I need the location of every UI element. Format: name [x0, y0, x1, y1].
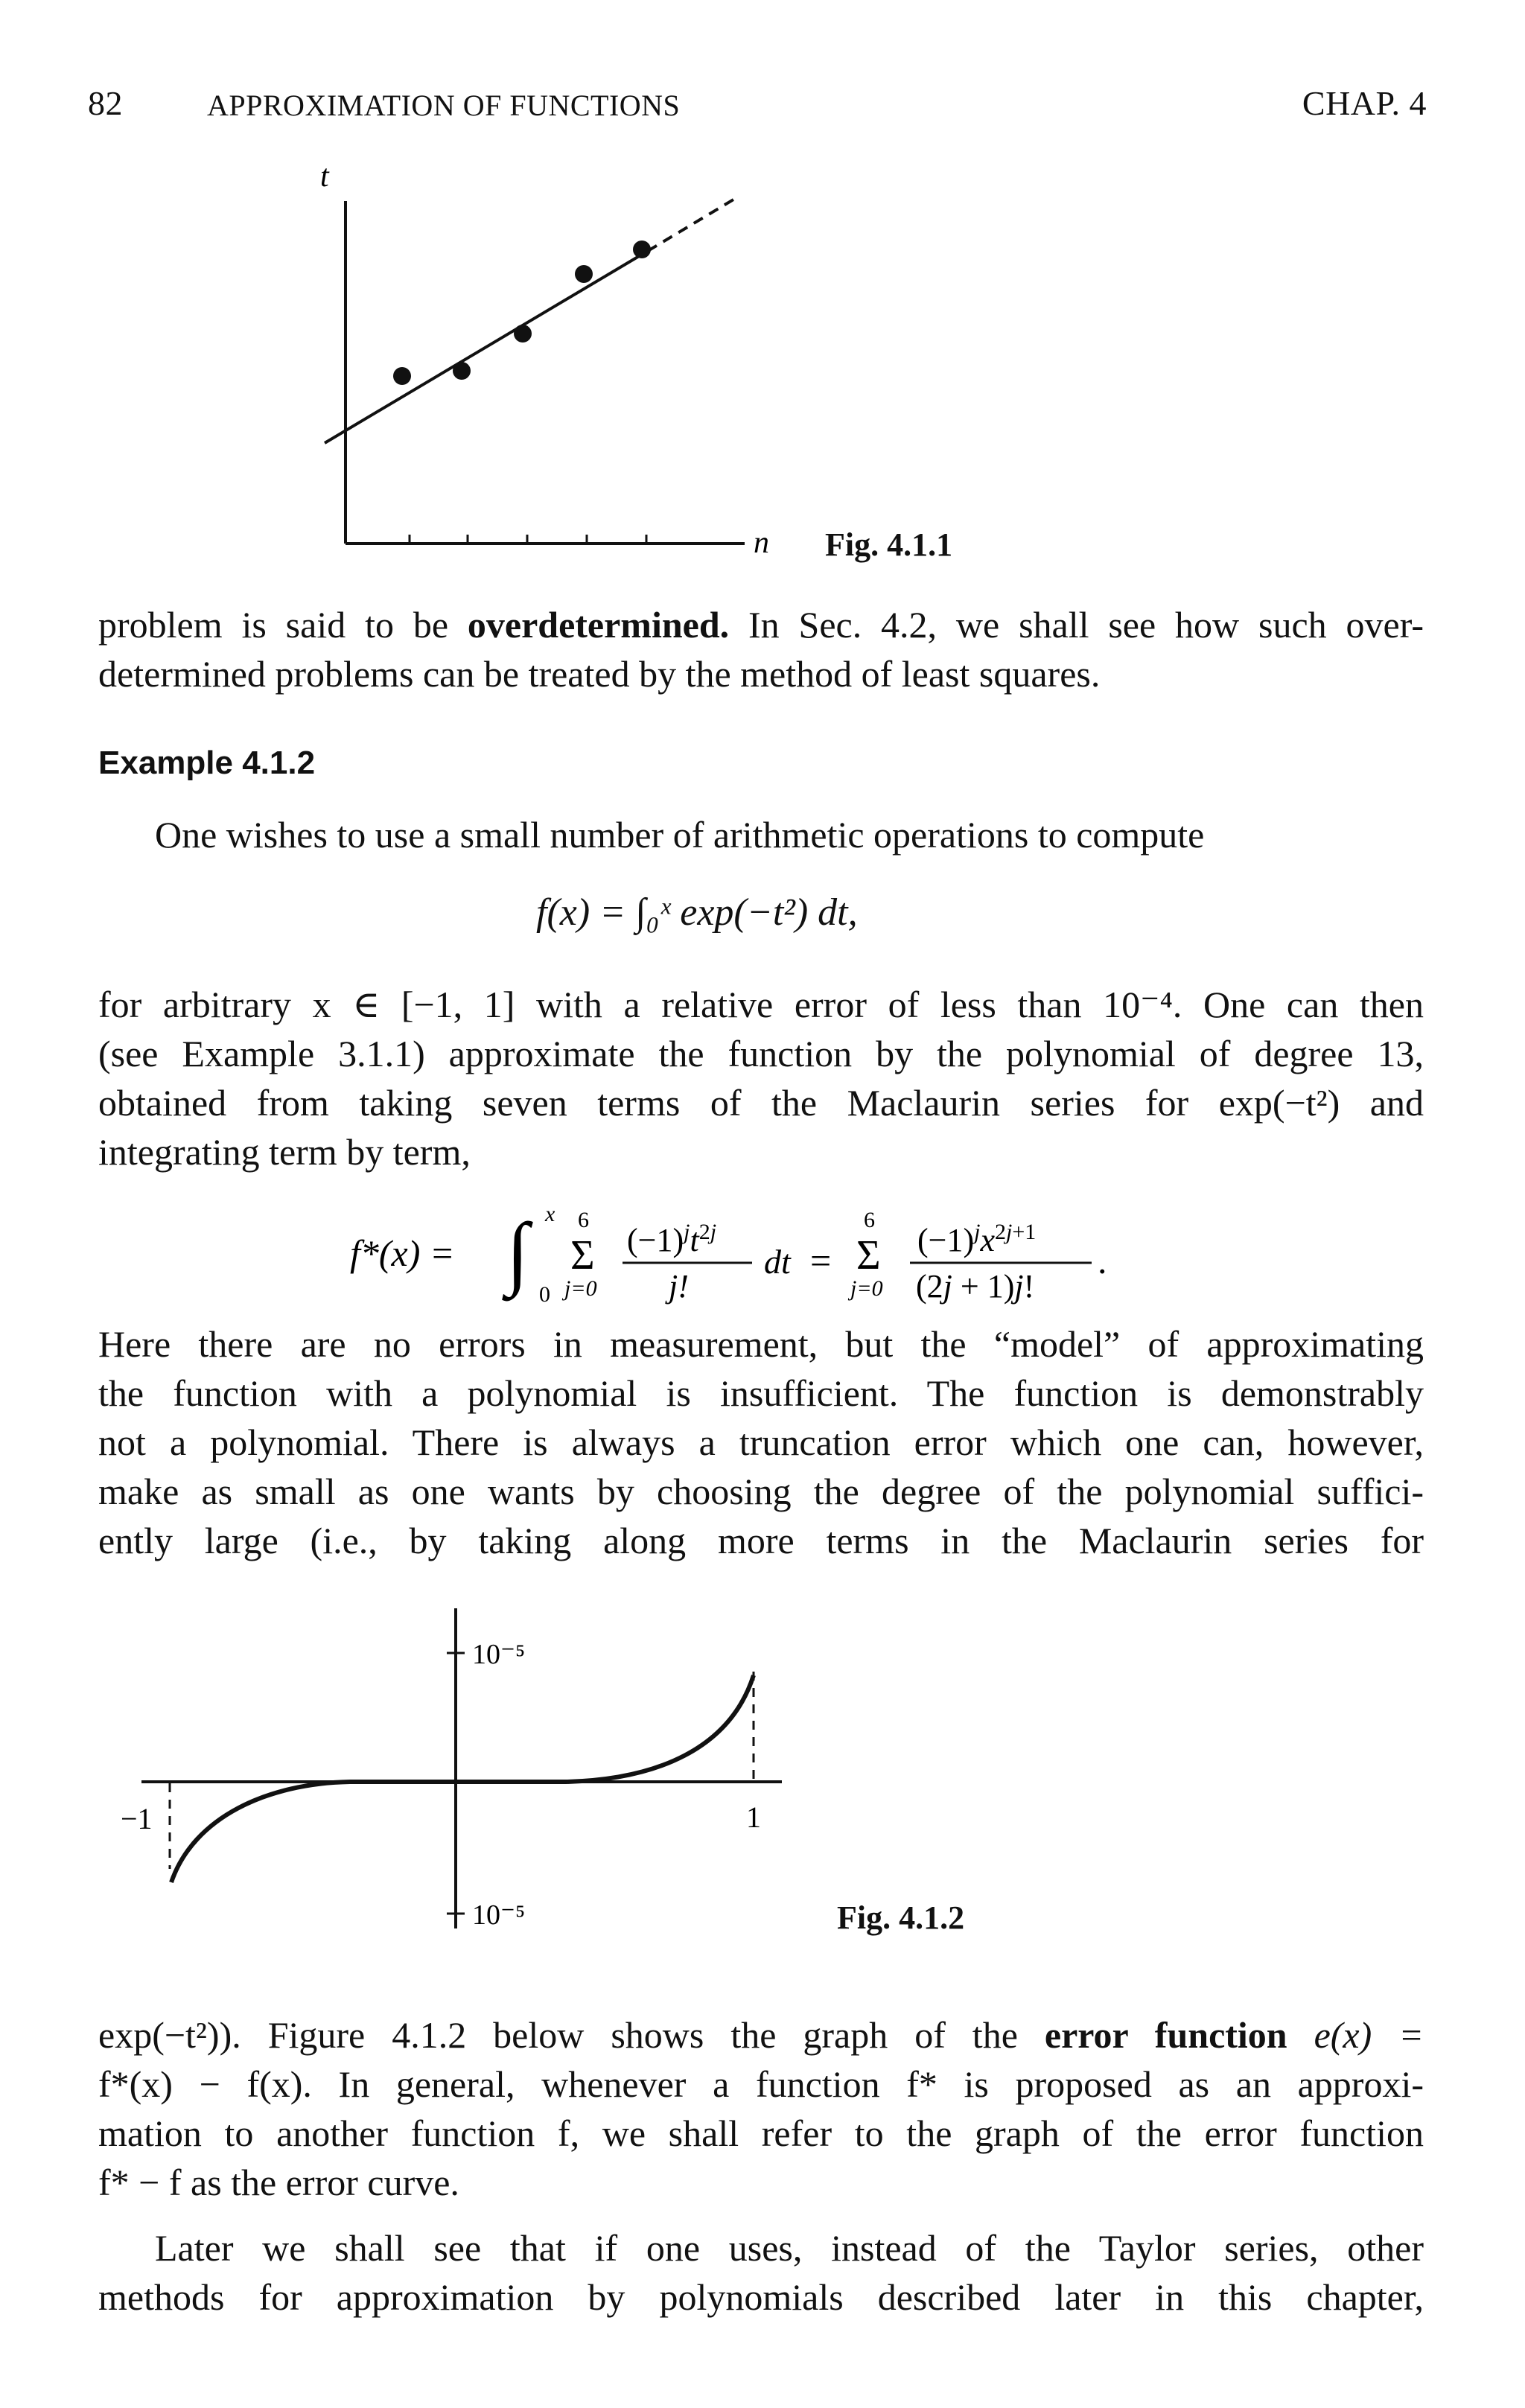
figure-4-1-2: [119, 1601, 804, 1936]
paragraph-overdetermined-1: problem is said to be overdetermined. In Sec. 4.2, we shall see how such over-: [98, 604, 1424, 646]
svg-text:6: 6: [864, 1208, 875, 1232]
data-point: [575, 265, 593, 283]
paragraph-line: f*(x) − f(x). In general, whenever a function f* is proposed as an approxi-: [98, 2063, 1424, 2105]
fit-line: [325, 251, 648, 443]
svg-text:.: .: [1098, 1240, 1107, 1281]
paragraph-line: obtained from taking seven terms of the Maclaurin series for exp(−t²) and: [98, 1082, 1424, 1124]
paragraph-line: f* − f as the error curve.: [98, 2162, 459, 2203]
svg-text:6: 6: [578, 1208, 589, 1232]
paragraph-line: (see Example 3.1.1) approximate the function by the polynomial of degree 13,: [98, 1033, 1424, 1074]
paragraph-line: the function with a polynomial is insufficient. The function is demonstrably: [98, 1372, 1424, 1414]
figure-4-1-1: [298, 156, 819, 573]
paragraph-line: Later we shall see that if one uses, instead of the Taylor series, other: [155, 2227, 1424, 2269]
n-axis-label: n: [754, 526, 769, 560]
data-point: [633, 241, 651, 258]
data-point: [453, 362, 471, 380]
paragraph-line: methods for approximation by polynomials described later in this chapter,: [98, 2276, 1424, 2318]
t-axis-label: t: [320, 159, 329, 194]
svg-text:Σ: Σ: [856, 1232, 881, 1278]
example-heading: Example 4.1.2: [98, 745, 316, 781]
paragraph-line: integrating term by term,: [98, 1131, 471, 1173]
svg-text:0: 0: [539, 1282, 550, 1307]
figure-2-caption: Fig. 4.1.2: [837, 1899, 965, 1936]
svg-text:x: x: [545, 1202, 555, 1226]
equation-f-star: [350, 1191, 1214, 1318]
svg-text:(2j + 1)j!: (2j + 1)j!: [916, 1268, 1035, 1305]
paragraph-line: for arbitrary x ∈ [−1, 1] with a relative error of less than 10⁻⁴. One can then: [98, 984, 1424, 1025]
svg-text:f*(x) =: f*(x) =: [350, 1232, 455, 1274]
running-title: APPROXIMATION OF FUNCTIONS: [207, 89, 681, 122]
paragraph-example-intro: One wishes to use a small number of arithmetic operations to compute: [155, 814, 1205, 856]
svg-text:∫: ∫: [506, 1206, 529, 1297]
figure-1-caption: Fig. 4.1.1: [825, 526, 953, 563]
term-overdetermined: overdetermined.: [467, 604, 730, 646]
svg-text:dt: dt: [764, 1243, 791, 1281]
data-point: [393, 367, 411, 385]
page-number: 82: [88, 84, 123, 122]
svg-text:j=0: j=0: [564, 1276, 597, 1301]
equation-f: f(x) = ∫₀ˣ exp(−t²) dt,: [536, 891, 858, 934]
data-points: [393, 241, 651, 385]
data-point: [514, 325, 532, 343]
chapter-label: CHAP. 4: [1302, 84, 1427, 122]
paragraph-line: exp(−t²)). Figure 4.1.2 below shows the graph of the error function e(x) =: [98, 2014, 1424, 2056]
paragraph-line: mation to another function f, we shall refer to the graph of the error function: [98, 2112, 1424, 2154]
svg-text:(−1)jx2j+1: $(-1)^jx^2j+1$: [917, 1220, 1037, 1258]
paragraph-line: make as small as one wants by choosing the degree of the polynomial suffici-: [98, 1471, 1424, 1512]
top-tick-label: 10⁻⁵: [472, 1639, 526, 1670]
svg-text:(−1)jt2j: $(-1)^jt^2j$: [627, 1220, 717, 1258]
one-label: 1: [746, 1800, 761, 1834]
paragraph-line: not a polynomial. There is always a truncation error which one can, however,: [98, 1421, 1424, 1463]
svg-text:j=0: j=0: [850, 1276, 883, 1301]
paragraph-line: ently large (i.e., by taking along more terms in the Maclaurin series for: [98, 1520, 1424, 1561]
paragraph-line: Here there are no errors in measurement, but the “model” of approximating: [98, 1323, 1424, 1365]
svg-text:=: =: [810, 1240, 832, 1281]
svg-text:j!: j!: [669, 1268, 689, 1305]
minus-one-label: −1: [121, 1802, 153, 1835]
fit-line-dashed: [648, 200, 733, 251]
paragraph-overdetermined-2: determined problems can be treated by the method of least squares.: [98, 653, 1101, 695]
error-curve: [171, 1675, 754, 1882]
bottom-tick-label: 10⁻⁵: [472, 1899, 526, 1931]
svg-text:Σ: Σ: [570, 1232, 595, 1278]
term-error-function: error function: [1044, 2014, 1287, 2056]
